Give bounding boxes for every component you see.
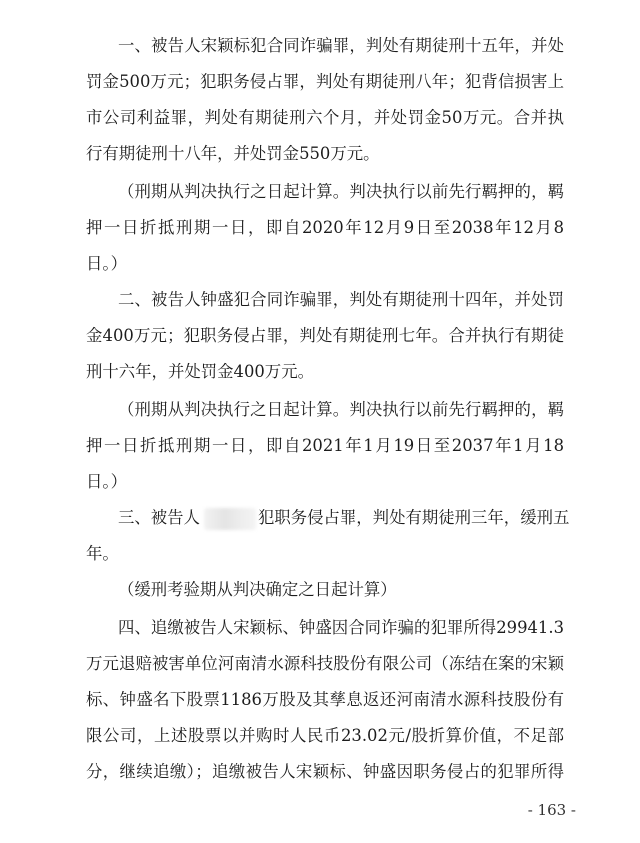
- paragraph-5-prefix: 三、被告人: [118, 508, 200, 527]
- paragraph-4-line-2: 押一日折抵刑期一日，即自2021年1月19日至2037年1月18: [86, 436, 564, 455]
- paragraph-5-line-1: [118, 500, 570, 536]
- redacted-name: [204, 508, 256, 530]
- paragraph-5-line-2: 年。: [86, 544, 119, 563]
- paragraph-4-line-3: 日。）: [86, 472, 127, 491]
- paragraph-2-line-2: 押一日折抵刑期一日，即自2020年12月9日至2038年12月8: [86, 218, 564, 237]
- paragraph-7-line-3: 标、钟盛名下股票1186万股及其孳息返还河南清水源科技股份有: [86, 690, 564, 709]
- paragraph-3-line-2: 金400万元；犯职务侵占罪，判处有期徒刑七年。合并执行有期徒: [86, 326, 564, 345]
- paragraph-1-line-3: 市公司利益罪，判处有期徒刑六个月，并处罚金50万元。合并执: [86, 108, 564, 127]
- paragraph-1-line-2: 罚金500万元；犯职务侵占罪，判处有期徒刑八年；犯背信损害上: [86, 72, 564, 91]
- paragraph-3-line-3: 刑十六年，并处罚金400万元。: [86, 362, 314, 381]
- paragraph-1-line-1: 一、被告人宋颖标犯合同诈骗罪，判处有期徒刑十五年，并处: [118, 36, 564, 55]
- paragraph-2-line-1: （刑期从判决执行之日起计算。判决执行以前先行羁押的，羁: [118, 182, 564, 201]
- paragraph-7-line-5: 分，继续追缴）；追缴被告人宋颖标、钟盛因职务侵占的犯罪所得: [86, 762, 564, 781]
- paragraph-7-line-2: 万元退赔被害单位河南清水源科技股份有限公司（冻结在案的宋颖: [86, 654, 564, 673]
- paragraph-1-line-4: 行有期徒刑十八年，并处罚金550万元。: [86, 144, 380, 163]
- paragraph-7-line-1: 四、追缴被告人宋颖标、钟盛因合同诈骗的犯罪所得29941.3: [118, 618, 564, 637]
- paragraph-7-line-4: 限公司，上述股票以并购时人民币23.02元/股折算价值，不足部: [86, 726, 564, 745]
- paragraph-3-line-1: 二、被告人钟盛犯合同诈骗罪，判处有期徒刑十四年，并处罚: [118, 290, 564, 309]
- page-number: - 163 -: [527, 801, 576, 819]
- paragraph-4-line-1: （刑期从判决执行之日起计算。判决执行以前先行羁押的，羁: [118, 400, 564, 419]
- paragraph-2-line-3: 日。）: [86, 254, 127, 273]
- paragraph-6-line-1: （缓刑考验期从判决确定之日起计算）: [118, 580, 397, 599]
- paragraph-5-suffix: 犯职务侵占罪，判处有期徒刑三年，缓刑五: [257, 508, 570, 527]
